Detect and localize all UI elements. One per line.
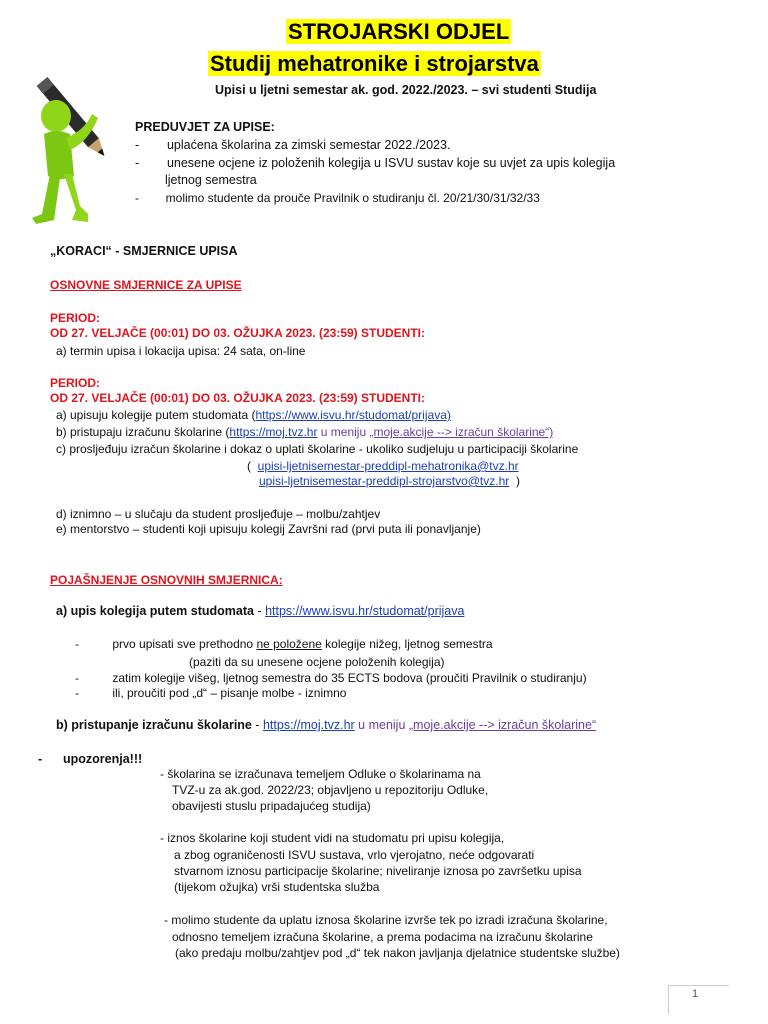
period-2-item-d: d) iznimno – u slučaju da student prosljeđuje – molbu/zahtjev [56, 507, 381, 521]
period-1-item-a: a) termin upisa i lokacija upisa: 24 sata, on-line [56, 344, 306, 358]
warning-2-line: - iznos školarine koji student vidi na studomatu pri upisu kolegija, [160, 831, 505, 845]
warning-1-line: obavijesti stuslu pripadajućeg studija) [172, 799, 371, 813]
warning-2-line: (tijekom ožujka) vrši studentska služba [174, 880, 380, 894]
explanation-heading: POJAŠNJENJE OSNOVNIH SMJERNICA: [50, 573, 283, 587]
precondition-item: - uplaćena školarina za zimski semestar 2022./2023. [135, 138, 451, 152]
precondition-item: - molimo studente da prouče Pravilnik o studiranju čl. 20/21/30/31/32/33 [135, 191, 540, 205]
section-b-moj-tvz-link[interactable]: https://moj.tvz.hr [262, 718, 355, 732]
section-a-item-2: - zatim kolegije višeg, ljetnog semestra do 35 ECTS bodova (proučiti Pravilnik o studiranju) [75, 671, 587, 685]
moj-tvz-link[interactable]: https://moj.tvz.hr [229, 425, 318, 439]
warning-2-line: stvarnom iznosu participacije školarine; niveliranje iznosa po završetku upisa [174, 864, 582, 878]
precondition-item-continued: ljetnog semestra [165, 173, 257, 187]
header-title-2: Studij mehatronike i strojarstva [210, 51, 539, 76]
warning-2-line: a zbog ograničenosti ISVU sustava, vrlo vjerojatno, neće odgovarati [174, 848, 535, 862]
header-subtitle: Upisi u ljetni semestar ak. god. 2022./2023. – svi studenti Studija [215, 83, 597, 97]
section-a-item-1: - prvo upisati sve prethodno ne položene kolegije nižeg, ljetnog semestra [75, 637, 493, 651]
preconditions-heading: PREDUVJET ZA UPISE: [135, 120, 275, 134]
section-a-item-1-note: (paziti da su unesene ocjene položenih kolegija) [189, 655, 445, 669]
header-title-1: STROJARSKI ODJEL [288, 19, 510, 44]
period-2-label: PERIOD: [50, 376, 101, 390]
period-2-item-c: c) prosljeđuju izračun školarine i dokaz o uplati školarine - ukoliko sudjeluju u participaciji školarine [56, 442, 579, 456]
section-b-izracun-menu-link[interactable]: „moje.akcije --> izračun školarine“ [408, 718, 597, 732]
email-strojarstvo-link[interactable]: upisi-ljetnisemestar-preddipl-strojarstvo@tvz.hr [259, 474, 510, 488]
warning-1-line: - školarina se izračunava temeljem Odluke o školarinama na [160, 767, 481, 781]
email-line-1: ( upisi-ljetnisemestar-preddipl-mehatronika@tvz.hr [247, 459, 519, 473]
section-a-title: a) upis kolegija putem studomata - https://www.isvu.hr/studomat/prijava [56, 604, 465, 618]
email-mehatronika-link[interactable]: upisi-ljetnisemestar-preddipl-mehatronika@tvz.hr [257, 459, 519, 473]
steps-heading: „KORACI“ - SMJERNICE UPISA [50, 244, 238, 258]
email-line-2: upisi-ljetnisemestar-preddipl-strojarstvo@tvz.hr ) [259, 474, 520, 488]
period-2-item-b: b) pristupaju izračunu školarine (https://moj.tvz.hr u meniju „moje.akcije --> izračun školarine“) [56, 425, 554, 439]
warning-3-line: (ako predaju molbu/zahtjev pod „d“ tek nakon javljanja djelatnice studentske službe) [175, 946, 620, 960]
studomat-link[interactable]: https://www.isvu.hr/studomat/prijava) [255, 408, 451, 422]
warnings-label: - upozorenja!!! [38, 752, 143, 766]
izracun-menu-link[interactable]: „moje.akcije --> izračun školarine“) [369, 425, 554, 439]
period-1-label: PERIOD: [50, 311, 101, 325]
period-2-range: OD 27. VELJAČE (00:01) DO 03. OŽUJKA 2023. (23:59) STUDENTI: [50, 391, 425, 405]
section-a-item-3: - ili, proučiti pod „d“ – pisanje molbe - iznimno [75, 686, 347, 700]
precondition-item: - unesene ocjene iz položenih kolegija u ISVU sustav koje su uvjet za upis kolegija [135, 156, 616, 170]
section-a-studomat-link[interactable]: https://www.isvu.hr/studomat/prijava [265, 604, 465, 618]
period-2-item-e: e) mentorstvo – studenti koji upisuju kolegij Završni rad (prvi puta ili ponavljanje) [56, 522, 481, 536]
period-2-item-a: a) upisuju kolegije putem studomata (https://www.isvu.hr/studomat/prijava) [56, 408, 451, 422]
warning-3-line: - molimo studente da uplatu iznosa školarine izvrše tek po izradi izračuna školarine, [164, 913, 608, 927]
page-number-frame [668, 985, 729, 1014]
warning-1-line: TVZ-u za ak.god. 2022/23; objavljeno u repozitoriju Odluke, [172, 783, 489, 797]
page-number: 1 [692, 988, 699, 1000]
period-1-range: OD 27. VELJAČE (00:01) DO 03. OŽUJKA 2023. (23:59) STUDENTI: [50, 326, 425, 340]
basic-guidelines-heading: OSNOVNE SMJERNICE ZA UPISE [50, 278, 242, 292]
pencil-figure-icon [26, 76, 116, 226]
warning-3-line: odnosno temeljem izračuna školarine, a prema podacima na izračunu školarine [172, 930, 593, 944]
section-b-title: b) pristupanje izračunu školarine - https://moj.tvz.hr u meniju „moje.akcije --> izračun školarine“ [56, 718, 597, 732]
